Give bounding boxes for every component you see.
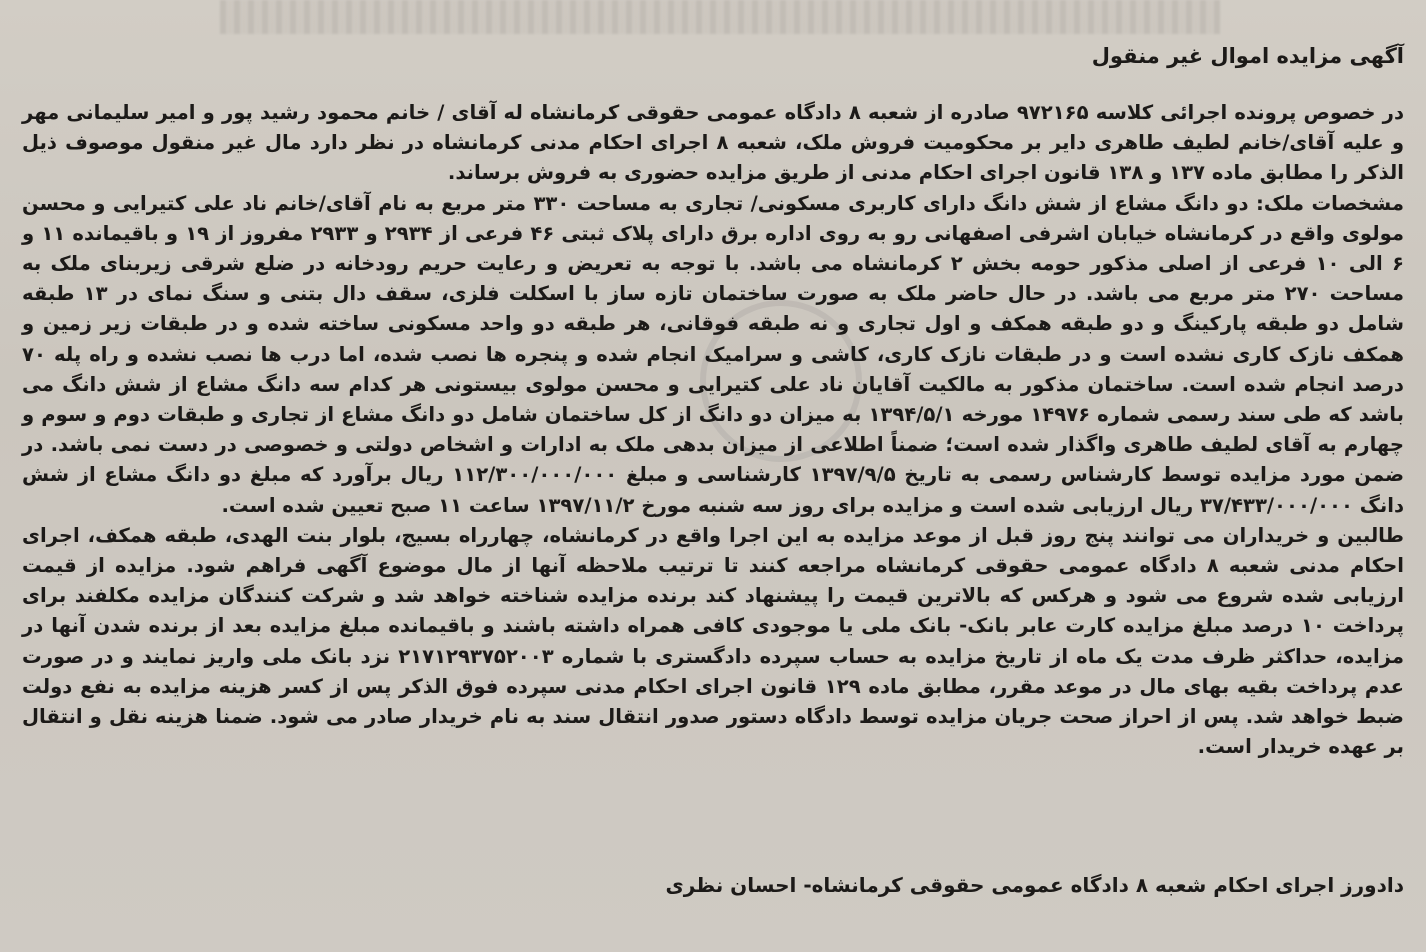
auction-notice <box>22 36 1404 762</box>
print-bleed <box>220 0 1220 34</box>
paragraph-property-specs: مشخصات ملک: دو دانگ مشاع از شش دانگ دارای کاربری مسکونی/ تجاری به مساحت ۳۳۰ متر مربع به نام آقای/خانم ناد علی کتیرایی و محسن مولوی واقع در کرمانشاه خیابان اشرفی اصفهانی رو به روی اداره برق دارای پلاک ثبتی ۴۶ فرعی از ۲۹۳۴ و ۲۹۳۳ مفروز از ۱۹ و باقیمانده ۱۱ و ۶ الی ۱۰ فرعی از اصلی مذکور حومه بخش ۲ کرمانشاه می باشد. با توجه به تعریض و رعایت حریم رودخانه در ضلع شرقی زیربنای ملک به مساحت ۲۷۰ متر مربع می باشد. در حال حاضر ملک به صورت ساختمان تازه ساز با اسکلت فلزی، سقف دال بتنی و سنگ نمای در ۱۳ طبقه شامل دو طبقه پارکینگ و دو طبقه همکف و اول تجاری و نه طبقه فوقانی، هر طبقه دو واحد مسکونی ساخته شده و در طبقات زیر زمین و همکف نازک کاری نشده است و در طبقات نازک کاری، کاشی و سرامیک انجام شده و پنجره ها نصب شده، اما درب ها نصب نشده و راه پله ۷۰ درصد انجام شده است. ساختمان مذکور به مالکیت آقایان ناد علی کتیرایی و محسن مولوی بیستونی هر کدام سه دانگ مشاع از شش دانگ می باشد که طی سند رسمی شماره ۱۴۹۷۶ مورخه ۱۳۹۴/۵/۱ به میزان دو دانگ از کل ساختمان شامل دو دانگ مشاع از تجاری و طبقات دوم و سوم و چهارم به آقای لطیف طاهری واگذار شده است؛ ضمناً اطلاعی از میزان بدهی ملک به ادارات و اشخاص دولتی و خصوصی در دست نمی باشد. در ضمن مورد مزایده توسط کارشناس رسمی به تاریخ ۱۳۹۷/۹/۵ کارشناسی و مبلغ ۱۱۲/۳۰۰/۰۰۰/۰۰۰ ریال برآورد که مبلغ دو دانگ مشاع از شش دانگ ۳۷/۴۳۳/۰۰۰/۰۰۰ ریال ارزیابی شده است و مزایده برای روز سه شنبه مورخ ۱۳۹۷/۱۱/۲ ساعت ۱۱ صبح تعیین شده است. <box>22 191 1405 517</box>
paragraph-bidding-terms: طالبین و خریداران می توانند پنج روز قبل از موعد مزایده به این اجرا واقع در کرمانشاه، چهارراه بسیج، بلوار بنت الهدی، طبقه همکف، اجرای احکام مدنی شعبه ۸ دادگاه عمومی حقوقی کرمانشاه مراجعه کنند تا ترتیب ملاحظه آنها از مال موضوع آگهی فراهم شود. مزایده از قیمت ارزیابی شده شروع می شود و هرکس که بالاترین قیمت را پیشنهاد کند برنده مزایده شناخته خواهد شد و شرکت کنندگان مزایده مکلفند برای پرداخت ۱۰ درصد مبلغ مزایده کارت عابر بانک- بانک ملی یا موجودی کافی همراه داشته باشند و باقیمانده مبلغ مزایده بعد از برنده شدن آنها در مزایده، حداکثر ظرف مدت یک ماه از تاریخ مزایده به حساب سپرده دادگستری با شماره ۲۱۷۱۲۹۳۷۵۲۰۰۳ نزد بانک ملی واریز نمایند و در صورت عدم پرداخت بقیه بهای مال در موعد مقرر، مطابق ماده ۱۲۹ قانون اجرای احکام مدنی سپرده فوق الذکر پس از کسر هزینه مزایده به نفع دولت ضبط خواهد شد. پس از احراز صحت جریان مزایده توسط دادگاه دستور صدور انتقال سند به نام خریدار صادر می شود. ضمنا هزینه نقل و انتقال بر عهده خریدار است. <box>22 523 1404 759</box>
paragraph-case-intro: در خصوص پرونده اجرائی کلاسه ۹۷۲۱۶۵ صادره از شعبه ۸ دادگاه عمومی حقوقی کرمانشاه له آقای / خانم محمود رشید پور و امیر سلیمانی مهر و علیه آقای/خانم لطیف طاهری دایر بر محکومیت فروش ملک، شعبه ۸ اجرای احکام مدنی کرمانشاه در نظر دارد مال غیر منقول موصوف ذیل الذکر را مطابق ماده ۱۳۷ و ۱۳۸ قانون اجرای احکام مدنی از طریق مزایده حضوری به فروش برساند. <box>22 101 1405 185</box>
notice-title: آگهی مزایده اموال غیر منقول <box>1091 44 1404 68</box>
notice-signature: دادورز اجرای احکام شعبه ۸ دادگاه عمومی حقوقی کرمانشاه- احسان نظری <box>665 873 1404 897</box>
